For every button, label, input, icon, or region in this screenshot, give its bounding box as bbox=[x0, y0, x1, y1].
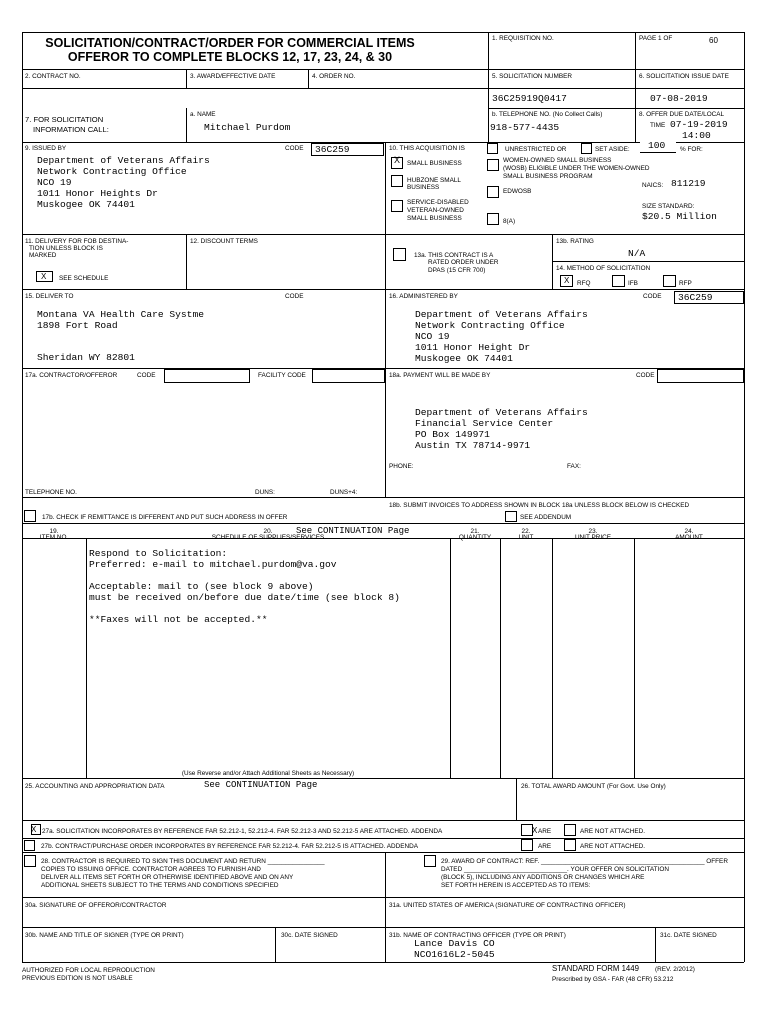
contract-no-label: 2. CONTRACT NO. bbox=[25, 73, 81, 80]
solicitation-number-value[interactable]: 36C25919Q0417 bbox=[492, 93, 567, 104]
27b-are-not-checkbox[interactable] bbox=[564, 839, 576, 851]
payment-line: PO Box 149971 bbox=[415, 429, 490, 440]
edwosb-label: EDWOSB bbox=[503, 188, 532, 195]
method-solicitation-label: 14. METHOD OF SOLICITATION bbox=[556, 265, 651, 272]
deliver-to-line: 1898 Fort Road bbox=[37, 320, 118, 331]
delivery-fob-label-line3: MARKED bbox=[29, 252, 57, 259]
edwosb-checkbox[interactable] bbox=[487, 186, 499, 198]
administered-by-line: Department of Veterans Affairs bbox=[415, 309, 588, 320]
27a-are-check-mark: X bbox=[532, 826, 538, 835]
phone-label: PHONE: bbox=[389, 463, 414, 470]
29-label-line4: SET FORTH HEREIN IS ACCEPTED AS TO ITEMS: bbox=[441, 882, 591, 889]
footer-previous-edition: PREVIOUS EDITION IS NOT USABLE bbox=[22, 975, 133, 982]
issued-by-line: Muskogee OK 74401 bbox=[37, 199, 135, 210]
col19-number: 19. bbox=[49, 528, 59, 535]
rfq-checkbox[interactable] bbox=[560, 275, 573, 287]
col22-number: 22. bbox=[521, 528, 531, 535]
set-aside-label: SET ASIDE: bbox=[595, 146, 630, 153]
naics-label: NAICS: bbox=[642, 182, 664, 189]
contractor-code-box[interactable] bbox=[164, 369, 250, 383]
accounting-label: 25. ACCOUNTING AND APPROPRIATION DATA bbox=[25, 783, 165, 790]
29-label-line3: (BLOCK 5), INCLUDING ANY ADDITIONS OR CHANGES WHICH ARE bbox=[441, 874, 645, 881]
rated-order-label-line2: RATED ORDER UNDER bbox=[428, 259, 499, 266]
offer-due-label: 8. OFFER DUE DATE/LOCAL bbox=[639, 111, 725, 118]
page-total: 60 bbox=[709, 36, 718, 45]
28-checkbox[interactable] bbox=[24, 855, 36, 867]
payment-code-box[interactable] bbox=[657, 369, 744, 383]
order-no-label: 4. ORDER NO. bbox=[312, 73, 356, 80]
accounting-value[interactable]: See CONTINUATION Page bbox=[204, 780, 318, 790]
form-title-line1: SOLICITATION/CONTRACT/ORDER FOR COMMERCIAL ITEMS bbox=[45, 36, 415, 50]
facility-code-box[interactable] bbox=[312, 369, 385, 383]
ifb-checkbox[interactable] bbox=[612, 275, 625, 287]
form-title-line2: OFFEROR TO COMPLETE BLOCKS 12, 17, 23, 24, & 30 bbox=[67, 50, 393, 64]
rfq-check-mark: X bbox=[564, 276, 570, 285]
29-label-line2: DATED _____________________________. YOUR OFFER ON SOLICITATION bbox=[441, 866, 669, 873]
col20-number: 20. bbox=[263, 528, 273, 535]
offer-due-time-value[interactable]: 14:00 bbox=[682, 130, 711, 141]
sdvosb-checkbox[interactable] bbox=[391, 200, 403, 212]
block7-label: 7. FOR SOLICITATION bbox=[25, 115, 104, 124]
rfq-label: RFQ bbox=[577, 280, 591, 287]
offer-due-time-label: TIME bbox=[650, 122, 666, 129]
rfp-label: RFP bbox=[679, 280, 692, 287]
27a-check-mark: X bbox=[31, 825, 37, 834]
col20-note: See CONTINUATION Page bbox=[296, 526, 410, 536]
duns4-label: DUNS+4: bbox=[330, 489, 358, 496]
duns-label: DUNS: bbox=[255, 489, 275, 496]
administered-by-code-value: 36C259 bbox=[678, 292, 713, 303]
col20-label: SCHEDULE OF SUPPLIES/SERVICES bbox=[211, 534, 325, 541]
sdvosb-label: SERVICE-DISABLED bbox=[407, 199, 469, 206]
col21-number: 21. bbox=[470, 528, 480, 535]
wosb-checkbox[interactable] bbox=[487, 159, 499, 171]
facility-code-label: FACILITY CODE bbox=[258, 372, 306, 379]
issued-by-line: Network Contracting Office bbox=[37, 166, 187, 177]
schedule-line: Preferred: e-mail to mitchael.purdom@va.gov bbox=[89, 559, 337, 570]
hubzone-checkbox[interactable] bbox=[391, 175, 403, 187]
total-award-label: 26. TOTAL AWARD AMOUNT (For Govt. Use Only) bbox=[521, 783, 666, 790]
administered-by-code-label: CODE bbox=[643, 293, 662, 300]
signature-officer-label: 31a. UNITED STATES OF AMERICA (SIGNATURE OF CONTRACTING OFFICER) bbox=[389, 902, 626, 909]
submit-invoices-label: 18b. SUBMIT INVOICES TO ADDRESS SHOWN IN BLOCK 18a UNLESS BLOCK BELOW IS CHECKED bbox=[389, 502, 690, 509]
contractor-label: 17a. CONTRACTOR/OFFEROR bbox=[25, 372, 118, 379]
sdvosb-label-line3: SMALL BUSINESS bbox=[407, 215, 462, 222]
hubzone-label: HUBZONE SMALL bbox=[407, 177, 461, 184]
officer-id-value[interactable]: NCO1616L2-5045 bbox=[414, 949, 495, 960]
eight-a-checkbox[interactable] bbox=[487, 213, 499, 225]
issued-by-code-label: CODE bbox=[285, 145, 304, 152]
unrestricted-label: UNRESTRICTED OR bbox=[505, 146, 567, 153]
schedule-line: **Faxes will not be accepted.** bbox=[89, 614, 268, 625]
solicitation-issue-date-value[interactable]: 07-08-2019 bbox=[650, 93, 708, 104]
delivery-fob-label: 11. DELIVERY FOR FOB DESTINA- bbox=[25, 238, 129, 245]
telephone-label: b. TELEPHONE NO. (No Collect Calls) bbox=[492, 111, 603, 118]
payment-line: Austin TX 78714-9971 bbox=[415, 440, 531, 451]
administered-by-code-box[interactable] bbox=[674, 291, 744, 304]
rated-order-label-line3: DPAS (15 CFR 700) bbox=[428, 267, 486, 274]
administered-by-line: 1011 Honor Height Dr bbox=[415, 342, 531, 353]
rated-order-label: 13a. THIS CONTRACT IS A bbox=[414, 252, 494, 259]
schedule-line: Respond to Solicitation: bbox=[89, 548, 228, 559]
28-label-line4: ADDITIONAL SHEETS SUBJECT TO THE TERMS AND CONDITIONS SPECIFIED bbox=[41, 882, 279, 889]
administered-by-line: Muskogee OK 74401 bbox=[415, 353, 513, 364]
remittance-label: 17b. CHECK IF REMITTANCE IS DIFFERENT AND PUT SUCH ADDRESS IN OFFER bbox=[42, 514, 288, 521]
see-addendum-checkbox[interactable] bbox=[505, 511, 517, 522]
fax-label: FAX: bbox=[567, 463, 581, 470]
rfp-checkbox[interactable] bbox=[663, 275, 676, 287]
page-label: PAGE 1 OF bbox=[639, 35, 673, 42]
contractor-telephone-label: TELEPHONE NO. bbox=[25, 489, 77, 496]
29-label-line1: 29. AWARD OF CONTRACT: REF. ______________________________________________ OFFER bbox=[441, 858, 728, 865]
27b-are-checkbox[interactable] bbox=[521, 839, 533, 851]
signature-offeror-label: 30a. SIGNATURE OF OFFEROR/CONTRACTOR bbox=[25, 902, 167, 909]
27a-are-not-checkbox[interactable] bbox=[564, 824, 576, 836]
28-label-line1: 28. CONTRACTOR IS REQUIRED TO SIGN THIS DOCUMENT AND RETURN ________________ bbox=[41, 858, 325, 865]
see-schedule-check-mark: X bbox=[41, 272, 47, 281]
prescribed-by: Prescribed by GSA - FAR (48 CFR) 53.212 bbox=[552, 976, 674, 983]
set-aside-percent-box[interactable] bbox=[640, 142, 676, 153]
rating-label: 13b. RATING bbox=[556, 238, 594, 245]
set-aside-checkbox[interactable] bbox=[581, 143, 592, 154]
payment-line: Department of Veterans Affairs bbox=[415, 407, 588, 418]
telephone-value[interactable]: 918-577-4435 bbox=[490, 122, 560, 133]
wosb-label: WOMEN-OWNED SMALL BUSINESS bbox=[503, 157, 612, 164]
col22-label: UNIT bbox=[518, 534, 534, 541]
contact-name-value[interactable]: Mitchael Purdom bbox=[204, 122, 291, 133]
administered-by-line: Network Contracting Office bbox=[415, 320, 565, 331]
form-name: STANDARD FORM 1449 bbox=[552, 964, 639, 973]
issued-by-code-value: 36C259 bbox=[315, 144, 350, 155]
percent-for-label: % FOR: bbox=[680, 146, 703, 153]
wosb-label-line2: (WOSB) ELIGIBLE UNDER THE WOMEN-OWNED bbox=[503, 165, 650, 172]
col24-number: 24. bbox=[684, 528, 694, 535]
col23-label: UNIT PRICE bbox=[574, 534, 612, 541]
contractor-code-label: CODE bbox=[137, 372, 156, 379]
small-business-check-mark: X bbox=[394, 155, 401, 165]
name-label: a. NAME bbox=[190, 111, 216, 118]
col23-number: 23. bbox=[588, 528, 598, 535]
issued-by-code-box[interactable] bbox=[311, 143, 384, 156]
officer-name-value[interactable]: Lance Davis CO bbox=[414, 938, 495, 949]
block7-label-line2: INFORMATION CALL: bbox=[33, 125, 109, 134]
schedule-footnote: (Use Reverse and/or Attach Additional Sheets as Necessary) bbox=[181, 770, 355, 777]
footer-reproduction: AUTHORIZED FOR LOCAL REPRODUCTION bbox=[22, 967, 155, 974]
payment-code-label: CODE bbox=[636, 372, 655, 379]
small-business-label: SMALL BUSINESS bbox=[407, 160, 462, 167]
discount-terms-label: 12. DISCOUNT TERMS bbox=[190, 238, 258, 245]
administered-by-label: 16. ADMINISTERED BY bbox=[389, 293, 458, 300]
offer-due-date-value[interactable]: 07-19-2019 bbox=[670, 119, 728, 130]
size-standard-value[interactable]: $20.5 Million bbox=[642, 211, 717, 222]
payment-line: Financial Service Center bbox=[415, 418, 554, 429]
27a-are-not-label: ARE NOT ATTACHED. bbox=[580, 828, 645, 835]
officer-date-signed-label: 31c. DATE SIGNED bbox=[660, 932, 717, 939]
set-aside-percent-value: 100 bbox=[648, 140, 666, 151]
deliver-to-code-label: CODE bbox=[285, 293, 304, 300]
delivery-fob-label-line2: TION UNLESS BLOCK IS bbox=[29, 245, 103, 252]
deliver-to-label: 15. DELIVER TO bbox=[25, 293, 74, 300]
rated-order-checkbox[interactable] bbox=[393, 248, 406, 261]
unrestricted-checkbox[interactable] bbox=[487, 143, 498, 154]
27b-are-label: ARE bbox=[538, 843, 552, 850]
27b-checkbox[interactable] bbox=[24, 840, 35, 851]
form-revision: (REV. 2/2012) bbox=[655, 966, 695, 973]
deliver-to-line: Montana VA Health Care Systme bbox=[37, 309, 204, 320]
issued-by-line: 1011 Honor Heights Dr bbox=[37, 188, 158, 199]
size-standard-label: SIZE STANDARD: bbox=[642, 203, 695, 210]
rating-value[interactable]: N/A bbox=[628, 248, 646, 259]
29-checkbox[interactable] bbox=[424, 855, 436, 867]
solicitation-issue-date-label: 6. SOLICITATION ISSUE DATE bbox=[639, 73, 729, 80]
col19-label: ITEM NO. bbox=[39, 534, 69, 541]
27a-checkbox[interactable] bbox=[31, 824, 41, 835]
sdvosb-label-line2: VETERAN-OWNED bbox=[407, 207, 464, 214]
col21-label: QUANTITY bbox=[458, 534, 492, 541]
ifb-label: IFB bbox=[628, 280, 638, 287]
28-label-line2: COPIES TO ISSUING OFFICE. CONTRACTOR AGREES TO FURNISH AND bbox=[41, 866, 261, 873]
naics-value[interactable]: 811219 bbox=[671, 178, 706, 189]
eight-a-label: 8(A) bbox=[503, 218, 516, 225]
signer-name-label: 30b. NAME AND TITLE OF SIGNER (TYPE OR PRINT) bbox=[25, 932, 184, 939]
issued-by-line: NCO 19 bbox=[37, 177, 72, 188]
issued-by-line: Department of Veterans Affairs bbox=[37, 155, 210, 166]
see-addendum-label: SEE ADDENDUM bbox=[520, 514, 572, 521]
acquisition-label: 10. THIS ACQUISITION IS bbox=[389, 145, 465, 152]
offeror-date-signed-label: 30c. DATE SIGNED bbox=[281, 932, 338, 939]
award-date-label: 3. AWARD/EFFECTIVE DATE bbox=[190, 73, 276, 80]
see-schedule-checkbox[interactable] bbox=[36, 271, 53, 282]
solicitation-number-label: 5. SOLICITATION NUMBER bbox=[492, 73, 573, 80]
27a-are-label: ARE bbox=[538, 828, 552, 835]
administered-by-line: NCO 19 bbox=[415, 331, 450, 342]
col24-label: AMOUNT bbox=[675, 534, 703, 541]
requisition-label: 1. REQUISITION NO. bbox=[492, 35, 554, 42]
see-schedule-label: SEE SCHEDULE bbox=[59, 275, 109, 282]
wosb-label-line3: SMALL BUSINESS PROGRAM bbox=[503, 173, 593, 180]
schedule-line: Acceptable: mail to (see block 9 above) bbox=[89, 581, 314, 592]
issued-by-label: 9. ISSUED BY bbox=[25, 145, 67, 152]
deliver-to-city: Sheridan WY 82801 bbox=[37, 352, 135, 363]
27b-are-not-label: ARE NOT ATTACHED. bbox=[580, 843, 645, 850]
27a-are-checkbox[interactable] bbox=[521, 824, 538, 836]
28-label-line3: DELIVER ALL ITEMS SET FORTH OR OTHERWISE IDENTIFIED ABOVE AND ON ANY bbox=[41, 874, 294, 881]
27a-label: 27a. SOLICITATION INCORPORATES BY REFERENCE FAR 52.212-1, 52.212-4. FAR 52.212-3 AND 52.212-5 ARE ATTACHED. ADDENDA bbox=[42, 828, 443, 835]
schedule-line: must be received on/before due date/time (see block 8) bbox=[89, 592, 400, 603]
27b-label: 27b. CONTRACT/PURCHASE ORDER INCORPORATES BY REFERENCE FAR 52.212-4. FAR 52.212-5 IS ATTACHED. ADDENDA bbox=[41, 843, 419, 850]
hubzone-label-line2: BUSINESS bbox=[407, 184, 440, 191]
remittance-checkbox[interactable] bbox=[24, 510, 36, 522]
payment-by-label: 18a. PAYMENT WILL BE MADE BY bbox=[389, 372, 491, 379]
officer-name-label: 31b. NAME OF CONTRACTING OFFICER (TYPE OR PRINT) bbox=[389, 932, 566, 939]
